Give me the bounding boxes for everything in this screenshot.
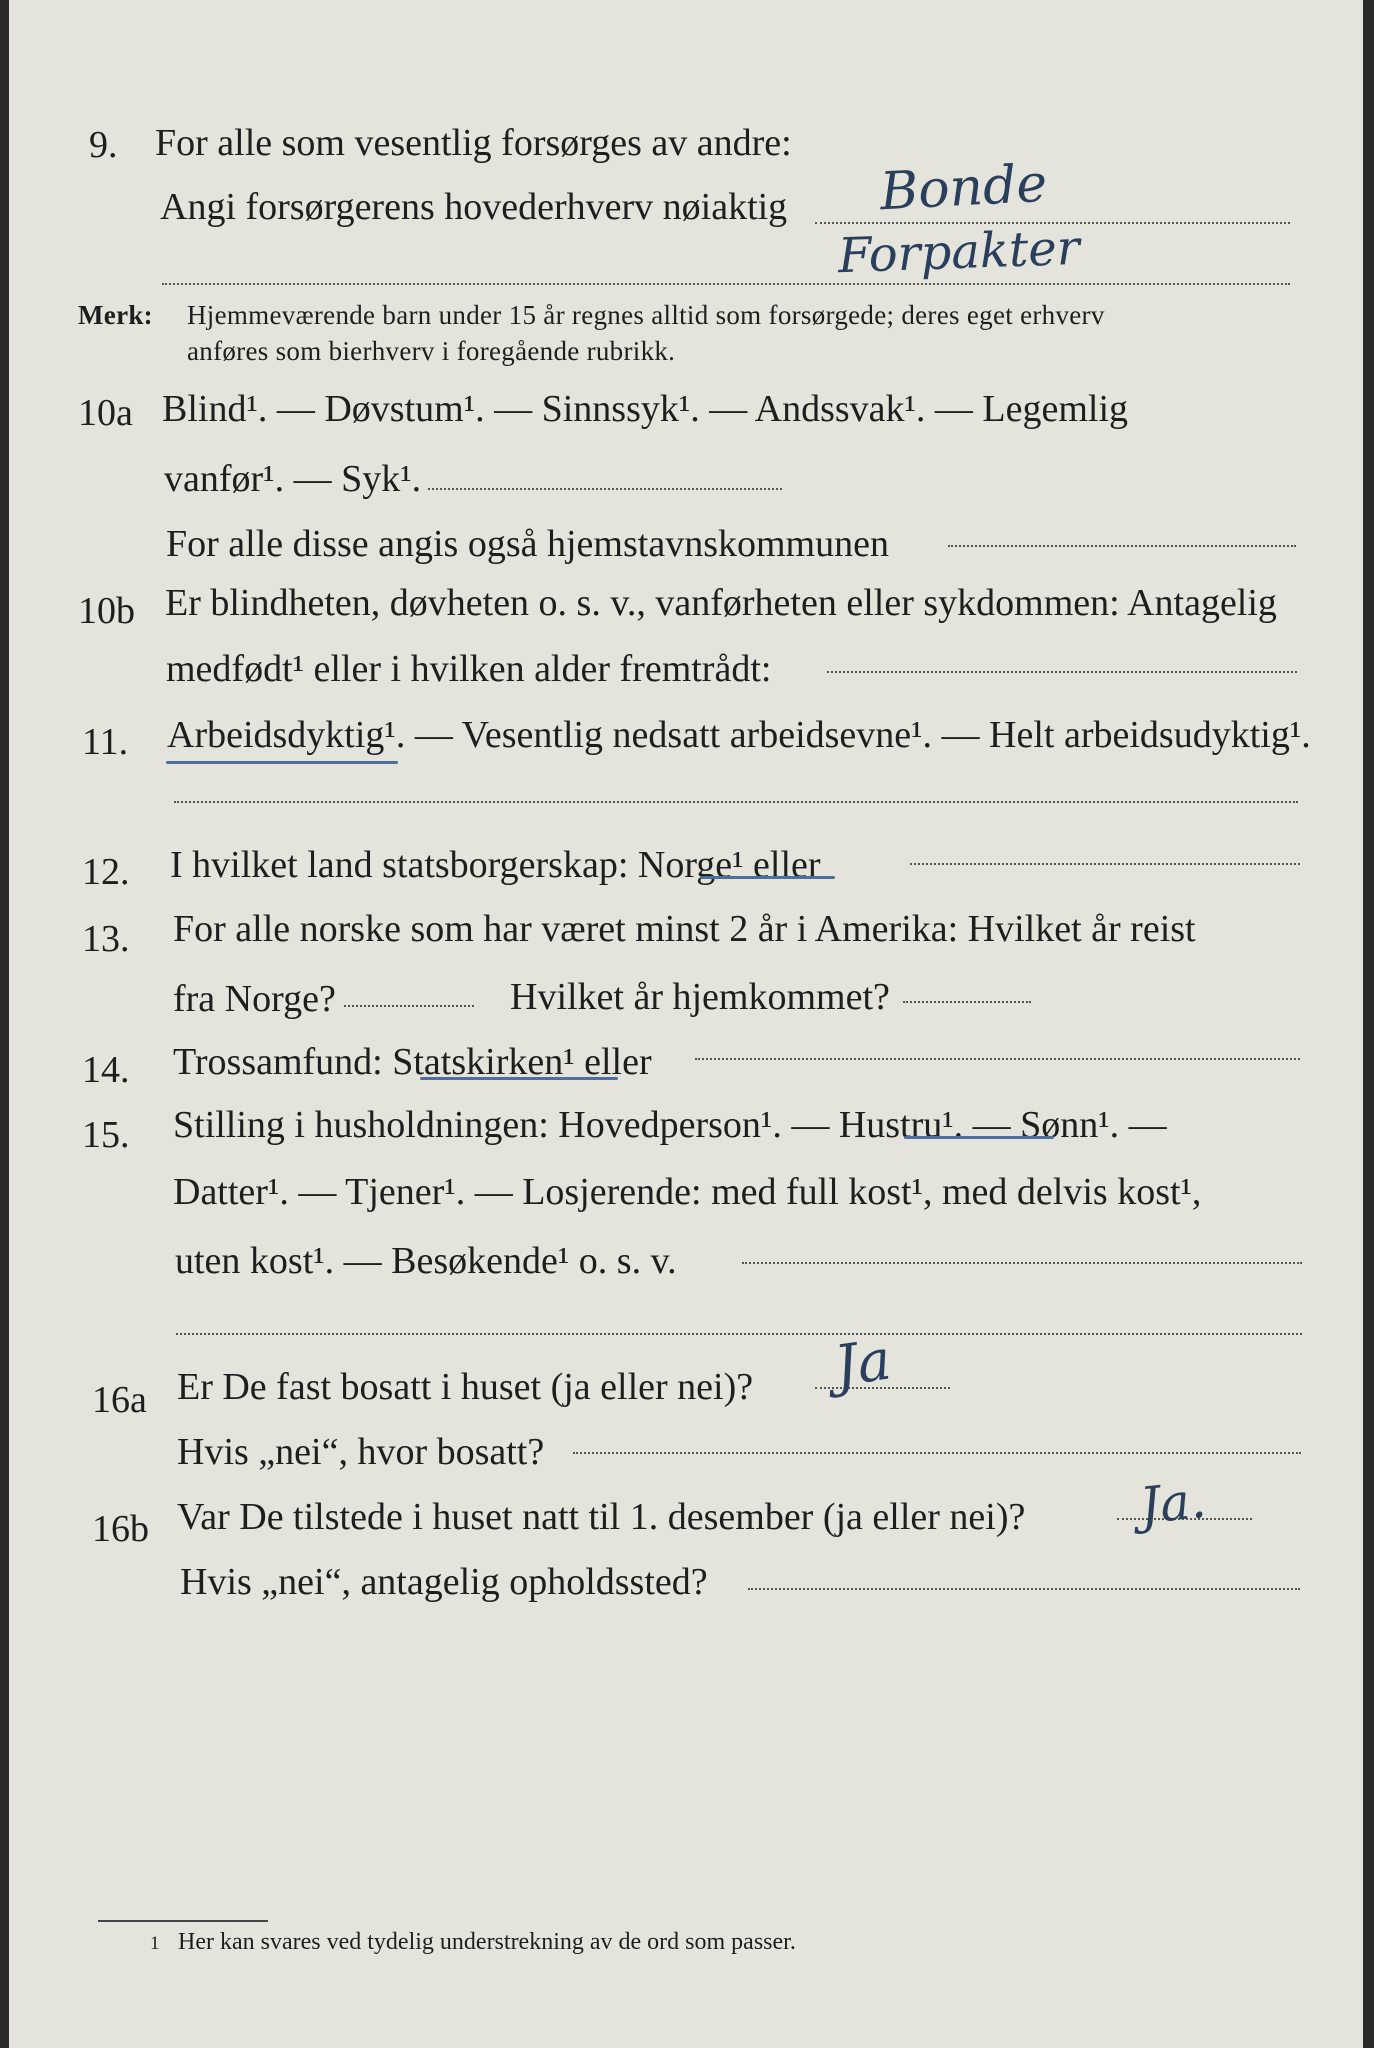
q10b-alder-field[interactable] [827, 671, 1297, 673]
footnote-mark: 1 [150, 1933, 160, 1954]
q13-reist-field[interactable] [344, 1005, 474, 1007]
q16b-opholdssted-field[interactable] [748, 1588, 1300, 1590]
q9-handwritten-answer1: Bonde [878, 153, 1049, 223]
q10b-number: 10b [78, 590, 135, 632]
q16a-line2: Hvis „nei“, hvor bosatt? [177, 1431, 545, 1473]
q14-line1: Trossamfund: Statskirken¹ eller [173, 1041, 652, 1083]
q14-selected-underline [420, 1077, 618, 1080]
merk-line1: Hjemmeværende barn under 15 år regnes alltid som forsørgede; deres eget erhverv [187, 300, 1105, 330]
q9-line2: Angi forsørgerens hovederhverv nøiaktig [160, 186, 788, 228]
q12-line1: I hvilket land statsborgerskap: Norge¹ eller [170, 844, 821, 886]
q10b-line1: Er blindheten, døvheten o. s. v., vanførheten eller sykdommen: Antagelig [165, 582, 1277, 624]
q13-number: 13. [82, 918, 130, 960]
q12-land-field[interactable] [910, 863, 1300, 865]
q14-trossamfund-field[interactable] [695, 1058, 1300, 1060]
q10a-line2: vanfør¹. — Syk¹. [164, 458, 422, 500]
q15-stilling-field[interactable] [742, 1262, 1302, 1264]
q9-number: 9. [89, 124, 118, 166]
q10a-line3: For alle disse angis også hjemstavnskommunen [166, 523, 889, 565]
q13-line2a: fra Norge? [173, 978, 336, 1020]
q16a-bosatt-field[interactable] [573, 1452, 1301, 1454]
q12-number: 12. [82, 851, 130, 893]
scan-right-edge [1363, 0, 1374, 2048]
footnote-rule [98, 1920, 268, 1922]
q16b-number: 16b [92, 1508, 149, 1550]
q16b-handwritten-answer: Ja. [1137, 1470, 1209, 1536]
q15-line1: Stilling i husholdningen: Hovedperson¹. — Hustru¹. — Sønn¹. — [173, 1104, 1167, 1146]
merk-label: Merk: [78, 300, 153, 330]
q15-line2: Datter¹. — Tjener¹. — Losjerende: med full kost¹, med delvis kost¹, [173, 1171, 1202, 1213]
q9-answer-field-2[interactable] [162, 283, 1290, 285]
q10b-line2: medfødt¹ eller i hvilken alder fremtrådt: [166, 648, 772, 690]
q10a-number: 10a [78, 392, 133, 434]
q15-number: 15. [82, 1114, 130, 1156]
q15-field-2[interactable] [176, 1333, 1302, 1335]
q13-hjemkommet-field[interactable] [903, 1001, 1031, 1003]
q13-line1: For alle norske som har været minst 2 år i Amerika: Hvilket år reist [173, 908, 1196, 950]
q16a-line1: Er De fast bosatt i huset (ja eller nei)? [177, 1366, 754, 1408]
q14-number: 14. [82, 1049, 130, 1091]
q9-handwritten-answer2: Forpakter [837, 219, 1081, 285]
q16a-handwritten-answer: Ja [830, 1327, 896, 1400]
q10a-hjemstavn-field[interactable] [948, 545, 1296, 547]
q16b-line1: Var De tilstede i huset natt til 1. desember (ja eller nei)? [177, 1496, 1026, 1538]
q11-selected-underline [166, 761, 398, 764]
scan-left-edge [0, 0, 9, 2048]
q13-line2b: Hvilket år hjemkommet? [510, 976, 890, 1018]
q10a-syk-field[interactable] [428, 488, 782, 490]
q10a-line1: Blind¹. — Døvstum¹. — Sinnssyk¹. — Andssvak¹. — Legemlig [162, 388, 1129, 430]
q9-line1: For alle som vesentlig forsørges av andre: [155, 122, 792, 164]
q16a-number: 16a [92, 1379, 147, 1421]
q16b-line2: Hvis „nei“, antagelig opholdssted? [180, 1561, 708, 1603]
merk-line2: anføres som bierhverv i foregående rubrikk. [187, 336, 676, 366]
footnote-text: Her kan svares ved tydelig understrekning av de ord som passer. [178, 1929, 796, 1955]
q15-line3: uten kost¹. — Besøkende¹ o. s. v. [175, 1240, 677, 1282]
q11-line1: Arbeidsdyktig¹. — Vesentlig nedsatt arbeidsevne¹. — Helt arbeidsudyktig¹. [167, 714, 1311, 756]
q11-field[interactable] [174, 801, 1298, 803]
q11-number: 11. [82, 721, 129, 763]
q15-selected-underline [904, 1136, 1054, 1139]
q12-selected-underline [700, 876, 835, 879]
